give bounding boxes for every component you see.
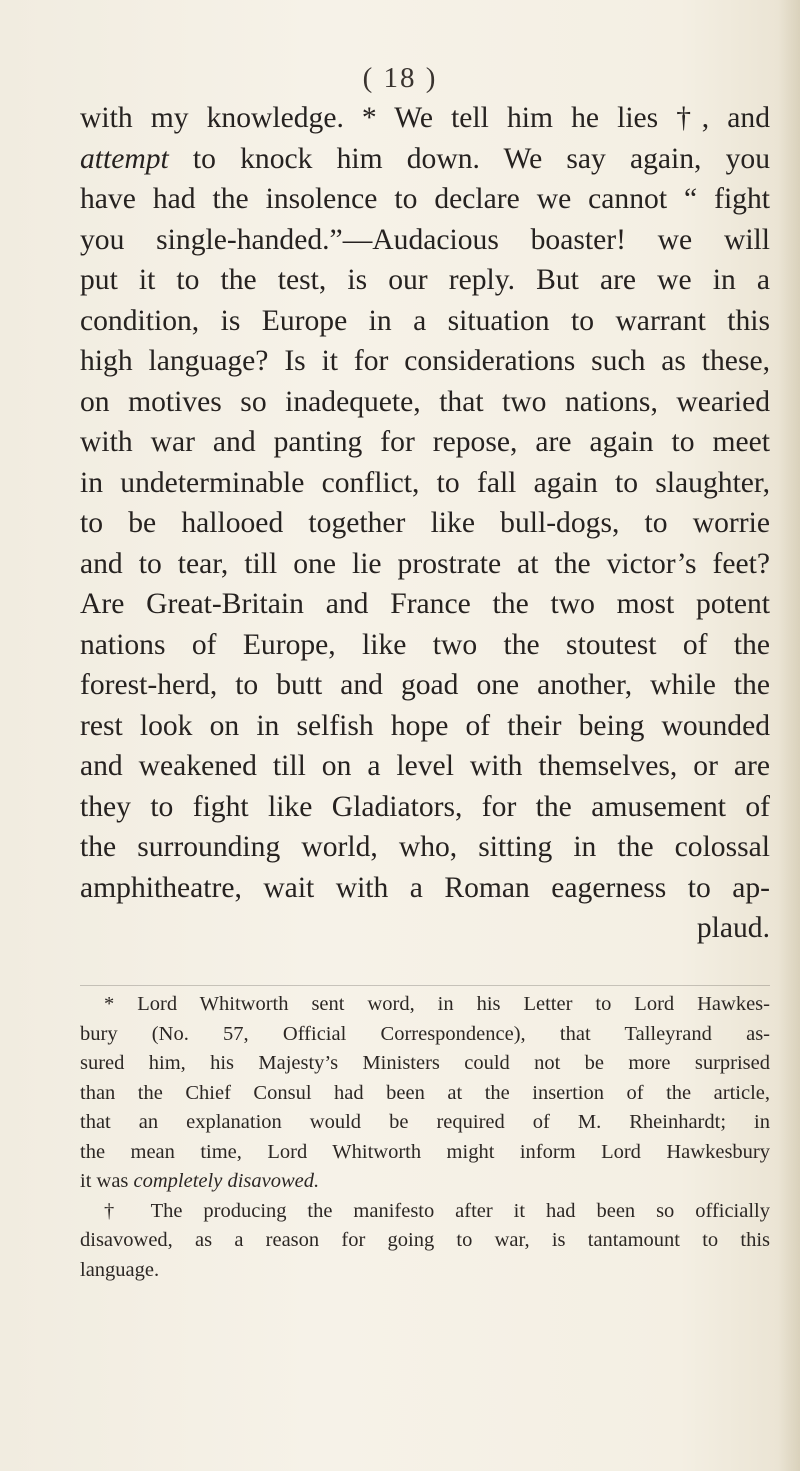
page-edge-shadow: [778, 0, 800, 1471]
footnote-line: † The producing the manifesto after it had been so officially: [104, 1199, 770, 1222]
footnote-line: language.: [80, 1258, 160, 1281]
body-line: forest-herd, to butt and goad one another, while the: [80, 669, 770, 701]
footnotes: [80, 990, 770, 1285]
body-line: Are Great-Britain and France the two most potent: [80, 588, 770, 620]
body-line: with war and panting for repose, are again to meet: [80, 426, 770, 458]
footnote-italic: completely disavowed.: [133, 1170, 320, 1192]
italic-word: attempt: [80, 142, 169, 175]
footnote-line: than the Chief Consul had been at the insertion of the article,: [80, 1081, 770, 1104]
footnote-line: bury (No. 57, Official Correspondence), that Talleyrand as-: [80, 1022, 770, 1045]
body-line: high language? Is it for considerations such as these,: [80, 345, 770, 377]
footnote-line: the mean time, Lord Whitworth might inform Lord Hawkesbury: [80, 1140, 770, 1163]
footnote-line: disavowed, as a reason for going to war, is tantamount to this: [80, 1229, 770, 1251]
body-line: in undeterminable conflict, to fall again to slaughter,: [80, 466, 770, 499]
body-line: condition, is Europe in a situation to warrant this: [80, 304, 770, 337]
body-line: you single-handed.”—Audacious boaster! we will: [80, 223, 770, 256]
body-line: nations of Europe, like two the stoutest of the: [80, 628, 770, 661]
body-line: to be hallooed together like bull-dogs, to worrie: [80, 507, 770, 539]
body-line: amphitheatre, wait with a Roman eagerness to ap-: [80, 871, 770, 904]
page-number: ( 18 ): [362, 62, 438, 94]
body-line: on motives so inadequete, that two nations, wearied: [80, 385, 770, 418]
footnote-line: it was completely disavowed.: [80, 1170, 320, 1192]
body-line: rest look on in selfish hope of their being wounded: [80, 709, 770, 742]
body-line: attempt to knock him down. We say again, you: [80, 142, 770, 175]
body-line: and to tear, till one lie prostrate at the victor’s feet?: [80, 547, 770, 580]
footnote-line: that an explanation would be required of M. Rheinhardt; in: [80, 1111, 770, 1133]
body-text: [80, 98, 770, 949]
body-line: with my knowledge. * We tell him he lies †, and: [80, 102, 770, 134]
body-line: plaud.: [696, 912, 770, 944]
footnote-line: sured him, his Majesty’s Ministers could not be more surprised: [80, 1052, 770, 1074]
footnote-line: * Lord Whitworth sent word, in his Letter to Lord Hawkes-: [104, 993, 770, 1015]
body-line: they to fight like Gladiators, for the amusement of: [80, 790, 770, 823]
body-line: put it to the test, is our reply. But are we in a: [80, 264, 770, 296]
body-line: have had the insolence to declare we cannot “ fight: [80, 183, 770, 215]
body-line: the surrounding world, who, sitting in the colossal: [80, 831, 770, 863]
footnote-rule: [80, 985, 770, 986]
body-line: and weakened till on a level with themselves, or are: [80, 750, 770, 782]
